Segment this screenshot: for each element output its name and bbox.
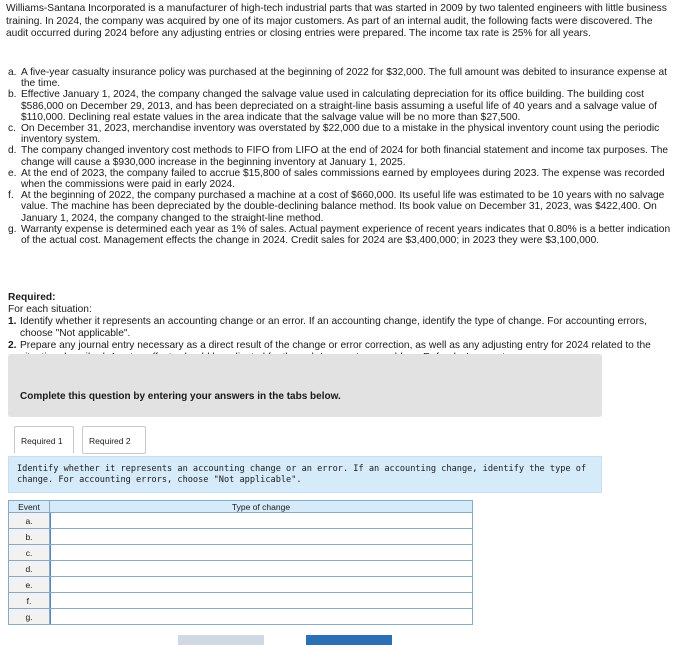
type-of-change-select[interactable]: [50, 545, 473, 561]
required-heading: Required:: [8, 292, 56, 303]
table-row: [9, 513, 473, 529]
fact-text: At the end of 2023, the company failed to accrue $15,800 of sales commissions earned by employees during 2023. The expense was recorded when the commissions were paid in early 2024.: [21, 167, 665, 191]
facts-list: [8, 67, 672, 246]
fact-text: Effective January 1, 2024, the company changed the salvage value used in calculating depreciation for its office building. The building cost $586,000 on December 29, 2013, and has been depreciated on a straight-line basis assuming a useful life of 40 years and a salvage value of $110,000. Declining real estate values in the area indicate that the salvage value will be no more than $27,500.: [21, 89, 658, 123]
problem-intro: Williams-Santana Incorporated is a manufacturer of high-tech industrial parts that was started in 2009 by two talented engineers with little business training. In 2024, the company was acquired by one of its major customers. As part of an internal audit, the following facts were discovered. The audit occurred during 2024 before any adjusting entries or closing entries were prepared. The income tax rate is 25% for all years.: [6, 3, 667, 40]
event-column-header: Event: [9, 501, 50, 513]
event-label: b.: [9, 529, 50, 545]
fact-label: e.: [8, 167, 17, 179]
instruction-box: [8, 456, 602, 493]
type-of-change-select[interactable]: [50, 609, 473, 625]
table-row: [9, 529, 473, 545]
fact-text: On December 31, 2023, merchandise inventory was overstated by $22,000 due to a mistake in the physical inventory count using the periodic inventory system.: [21, 123, 660, 146]
type-of-change-input[interactable]: [50, 529, 472, 544]
table-row: [9, 561, 473, 577]
event-label: c.: [9, 545, 50, 561]
required-text: Identify whether it represents an accounting change or an error. If an accounting change, identify the type of change. For accounting errors, choose "Not applicable".: [20, 316, 647, 339]
type-of-change-select[interactable]: [50, 561, 473, 577]
tab-required-1[interactable]: Required 1: [14, 426, 74, 454]
fact-text: At the beginning of 2022, the company purchased a machine at a cost of $660,000. Its useful life was estimated to be 10 years with no salvage value. The machine has been depreciated by the double-declining balance method. Its book value on December 31, 2023, was $422,400. On January 1, 2024, the company changed to the straight-line method.: [21, 190, 665, 224]
event-label: e.: [9, 577, 50, 593]
fact-label: f.: [8, 190, 14, 202]
type-column-header: Type of change: [50, 501, 473, 513]
fact-item: [8, 89, 672, 123]
fact-item: [8, 123, 672, 145]
next-button[interactable]: [306, 635, 392, 645]
complete-text: Complete this question by entering your answers in the tabs below.: [20, 391, 341, 402]
fact-item: [8, 224, 672, 246]
event-label: d.: [9, 561, 50, 577]
type-of-change-input[interactable]: [50, 561, 472, 576]
tab-required-2[interactable]: Required 2: [82, 426, 146, 454]
fact-label: d.: [8, 145, 17, 157]
table-row: [9, 577, 473, 593]
event-label: g.: [9, 609, 50, 625]
table-row: [9, 545, 473, 561]
type-of-change-input[interactable]: [50, 545, 472, 560]
fact-label: g.: [8, 223, 17, 235]
required-subheading: For each situation:: [8, 304, 92, 315]
event-label: f.: [9, 593, 50, 609]
fact-label: c.: [8, 123, 16, 135]
fact-item: [8, 190, 672, 224]
required-number: 2.: [8, 340, 17, 351]
type-of-change-select[interactable]: [50, 577, 473, 593]
required-text: Prepare any journal entry necessary as a direct result of the change or error correction, as well as any adjusting entry for 2024 related to the: [20, 340, 651, 351]
required-number: 1.: [8, 316, 17, 327]
type-of-change-select[interactable]: [50, 513, 473, 529]
type-of-change-input[interactable]: [50, 577, 472, 592]
complete-banner: [8, 354, 602, 417]
type-of-change-select[interactable]: [50, 529, 473, 545]
fact-text: A five-year casualty insurance policy was purchased at the beginning of 2022 for $32,000. The full amount was debited to insurance expense at the time.: [21, 67, 667, 90]
table-row: [9, 593, 473, 609]
event-label: a.: [9, 513, 50, 529]
fact-item: [8, 145, 672, 167]
type-of-change-select[interactable]: [50, 593, 473, 609]
type-of-change-input[interactable]: [50, 593, 472, 608]
fact-item: [8, 168, 672, 190]
fact-text: Warranty expense is determined each year as 1% of sales. Actual payment experience of recent years indicates that 0.80% is a better indication of the actual cost. Management effects the change in 2024. Credit sales for 2024 are $3,400,000; in 2023 they were $3,100,000.: [21, 223, 671, 247]
answer-table: [8, 500, 473, 625]
type-of-change-input[interactable]: [50, 513, 472, 528]
fact-label: b.: [8, 89, 17, 101]
fact-label: a.: [8, 67, 17, 78]
required-item: [8, 316, 672, 340]
instruction-text: Identify whether it represents an accounting change or an error. If an accounting change, identify the type of change. For accounting errors, choose "Not applicable".: [17, 464, 587, 485]
fact-text: The company changed inventory cost methods to FIFO from LIFO at the end of 2024 for both financial statement and income tax purposes. The change will cause a $930,000 increase in the beginning inventory at January 1, 2025.: [21, 145, 669, 168]
table-row: [9, 609, 473, 625]
previous-button[interactable]: [178, 635, 264, 645]
type-of-change-input[interactable]: [50, 609, 472, 624]
fact-item: [8, 67, 672, 89]
